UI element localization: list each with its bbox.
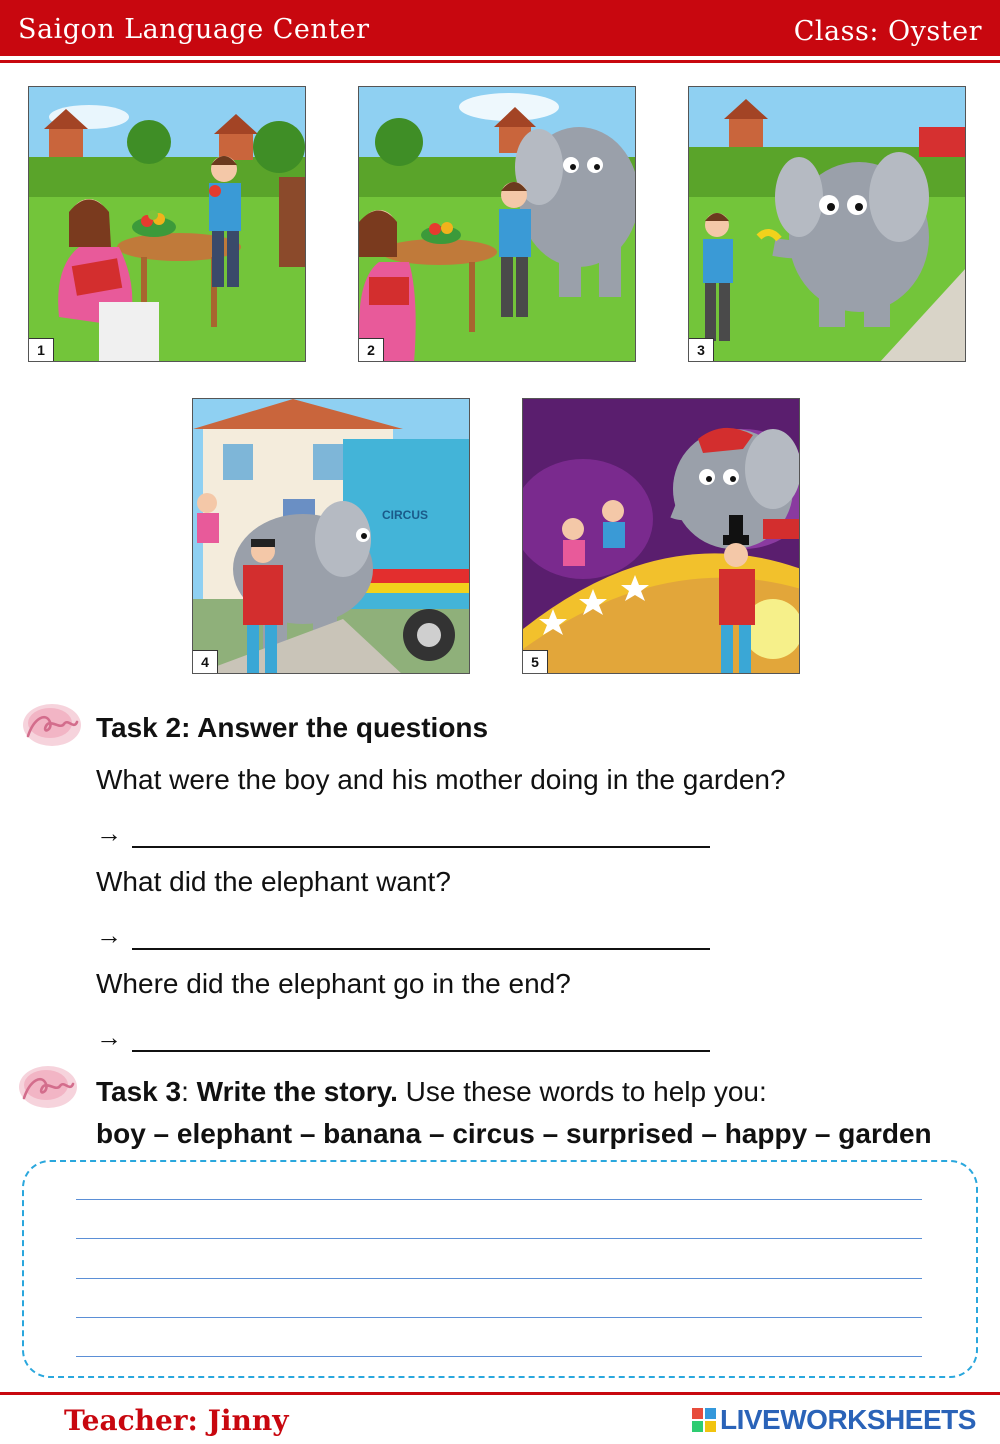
answer-line-2[interactable]	[132, 948, 710, 950]
header-bar	[0, 0, 1000, 56]
picture-3-illustration	[689, 87, 966, 362]
header-rule	[0, 60, 1000, 63]
picture-2	[358, 86, 636, 362]
writing-line[interactable]	[76, 1238, 922, 1239]
picture-number: 1	[29, 338, 54, 361]
task3-title	[96, 1076, 767, 1108]
picture-1	[28, 86, 306, 362]
task3-instruction: Write the story.	[196, 1076, 398, 1107]
task3-hint: Use these words to help you:	[397, 1076, 767, 1107]
school-name: Saigon Language Center	[18, 14, 370, 45]
jinny-logo	[20, 700, 84, 755]
picture-5-illustration	[523, 399, 800, 674]
picture-2-illustration	[359, 87, 636, 362]
writing-line[interactable]	[76, 1356, 922, 1357]
answer-arrow: →	[96, 1022, 122, 1052]
picture-4-illustration	[193, 399, 470, 674]
story-writing-box[interactable]	[22, 1160, 978, 1378]
teacher-name: Teacher: Jinny	[64, 1404, 289, 1437]
answer-row-1[interactable]	[96, 816, 716, 856]
answer-line-3[interactable]	[132, 1050, 710, 1052]
picture-number: 4	[193, 650, 218, 673]
picture-1-illustration	[29, 87, 306, 362]
question-1: What were the boy and his mother doing in the garden?	[96, 764, 786, 795]
writing-line[interactable]	[76, 1199, 922, 1200]
writing-line[interactable]	[76, 1278, 922, 1279]
writing-line[interactable]	[76, 1317, 922, 1318]
picture-number: 2	[359, 338, 384, 361]
answer-line-1[interactable]	[132, 846, 710, 848]
truck-sign: CIRCUS	[381, 508, 429, 522]
picture-number: 5	[523, 650, 548, 673]
task3-colon: :	[181, 1076, 197, 1107]
picture-number: 3	[689, 338, 714, 361]
picture-5	[522, 398, 800, 674]
question-3: Where did the elephant go in the end?	[96, 968, 571, 999]
task2-title: Task 2: Answer the questions	[96, 712, 489, 743]
task3-label: Task 3	[96, 1076, 182, 1107]
word-bank: boy – elephant – banana – circus – surprised – happy – garden	[96, 1118, 932, 1149]
liveworksheets-icon	[692, 1408, 716, 1432]
picture-4	[192, 398, 470, 674]
jinny-logo	[16, 1062, 80, 1117]
answer-row-2[interactable]	[96, 918, 716, 958]
liveworksheets-brand: LIVEWORKSHEETS	[720, 1404, 976, 1435]
class-label: Class: Oyster	[793, 16, 982, 47]
question-2: What did the elephant want?	[96, 866, 451, 897]
answer-row-3[interactable]	[96, 1020, 716, 1060]
footer-rule	[0, 1392, 1000, 1395]
answer-arrow: →	[96, 920, 122, 950]
picture-3	[688, 86, 966, 362]
answer-arrow: →	[96, 818, 122, 848]
